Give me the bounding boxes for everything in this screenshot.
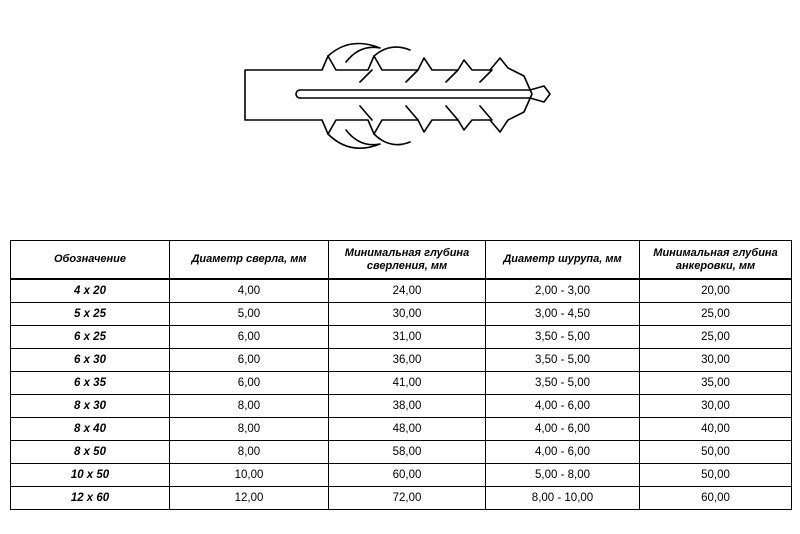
cell-designation: 6 x 30: [11, 349, 170, 372]
cell-designation: 10 x 50: [11, 464, 170, 487]
cell-min-drill-depth: 38,00: [329, 395, 486, 418]
cell-screw-diameter: 8,00 - 10,00: [486, 487, 640, 510]
cell-screw-diameter: 4,00 - 6,00: [486, 395, 640, 418]
cell-min-anchor-depth: 20,00: [640, 279, 792, 303]
header-screw-diameter: Диаметр шурупа, мм: [486, 241, 640, 280]
table-row: [11, 395, 792, 418]
dowel-drawing-icon: [240, 36, 560, 166]
cell-drill-diameter: 5,00: [170, 303, 329, 326]
cell-min-anchor-depth: 50,00: [640, 464, 792, 487]
cell-screw-diameter: 5,00 - 8,00: [486, 464, 640, 487]
cell-min-anchor-depth: 30,00: [640, 395, 792, 418]
cell-designation: 8 x 30: [11, 395, 170, 418]
header-designation: Обозначение: [11, 241, 170, 280]
cell-screw-diameter: 4,00 - 6,00: [486, 441, 640, 464]
table-row: [11, 372, 792, 395]
cell-screw-diameter: 2,00 - 3,00: [486, 279, 640, 303]
cell-drill-diameter: 8,00: [170, 441, 329, 464]
cell-min-drill-depth: 24,00: [329, 279, 486, 303]
cell-min-anchor-depth: 60,00: [640, 487, 792, 510]
cell-min-drill-depth: 60,00: [329, 464, 486, 487]
cell-designation: 8 x 50: [11, 441, 170, 464]
cell-min-drill-depth: 31,00: [329, 326, 486, 349]
cell-designation: 6 x 35: [11, 372, 170, 395]
table-row: [11, 418, 792, 441]
cell-drill-diameter: 6,00: [170, 372, 329, 395]
cell-min-drill-depth: 72,00: [329, 487, 486, 510]
cell-min-anchor-depth: 25,00: [640, 303, 792, 326]
cell-min-anchor-depth: 50,00: [640, 441, 792, 464]
table-row: [11, 441, 792, 464]
table-row: [11, 326, 792, 349]
table-header-row: [11, 241, 792, 280]
cell-screw-diameter: 3,50 - 5,00: [486, 326, 640, 349]
header-min-anchor-depth: Минимальная глубина анкеровки, мм: [640, 241, 792, 280]
cell-screw-diameter: 3,50 - 5,00: [486, 372, 640, 395]
table-row: [11, 349, 792, 372]
cell-min-drill-depth: 30,00: [329, 303, 486, 326]
cell-min-anchor-depth: 30,00: [640, 349, 792, 372]
cell-designation: 12 x 60: [11, 487, 170, 510]
cell-designation: 6 x 25: [11, 326, 170, 349]
table-row: [11, 464, 792, 487]
cell-screw-diameter: 4,00 - 6,00: [486, 418, 640, 441]
cell-screw-diameter: 3,50 - 5,00: [486, 349, 640, 372]
cell-drill-diameter: 12,00: [170, 487, 329, 510]
cell-drill-diameter: 6,00: [170, 326, 329, 349]
dowel-drawing: [240, 36, 560, 166]
cell-min-drill-depth: 41,00: [329, 372, 486, 395]
cell-designation: 4 x 20: [11, 279, 170, 303]
cell-min-anchor-depth: 25,00: [640, 326, 792, 349]
table-row: [11, 279, 792, 303]
header-min-drill-depth: Минимальная глубина сверления, мм: [329, 241, 486, 280]
cell-min-drill-depth: 36,00: [329, 349, 486, 372]
cell-drill-diameter: 10,00: [170, 464, 329, 487]
cell-designation: 8 x 40: [11, 418, 170, 441]
table-row: [11, 487, 792, 510]
cell-min-drill-depth: 48,00: [329, 418, 486, 441]
header-drill-diameter: Диаметр сверла, мм: [170, 241, 329, 280]
cell-min-anchor-depth: 40,00: [640, 418, 792, 441]
cell-screw-diameter: 3,00 - 4,50: [486, 303, 640, 326]
cell-designation: 5 x 25: [11, 303, 170, 326]
cell-drill-diameter: 8,00: [170, 418, 329, 441]
cell-drill-diameter: 6,00: [170, 349, 329, 372]
cell-min-drill-depth: 58,00: [329, 441, 486, 464]
cell-drill-diameter: 8,00: [170, 395, 329, 418]
table-row: [11, 303, 792, 326]
dowel-spec-table: [10, 240, 792, 510]
cell-drill-diameter: 4,00: [170, 279, 329, 303]
cell-min-anchor-depth: 35,00: [640, 372, 792, 395]
